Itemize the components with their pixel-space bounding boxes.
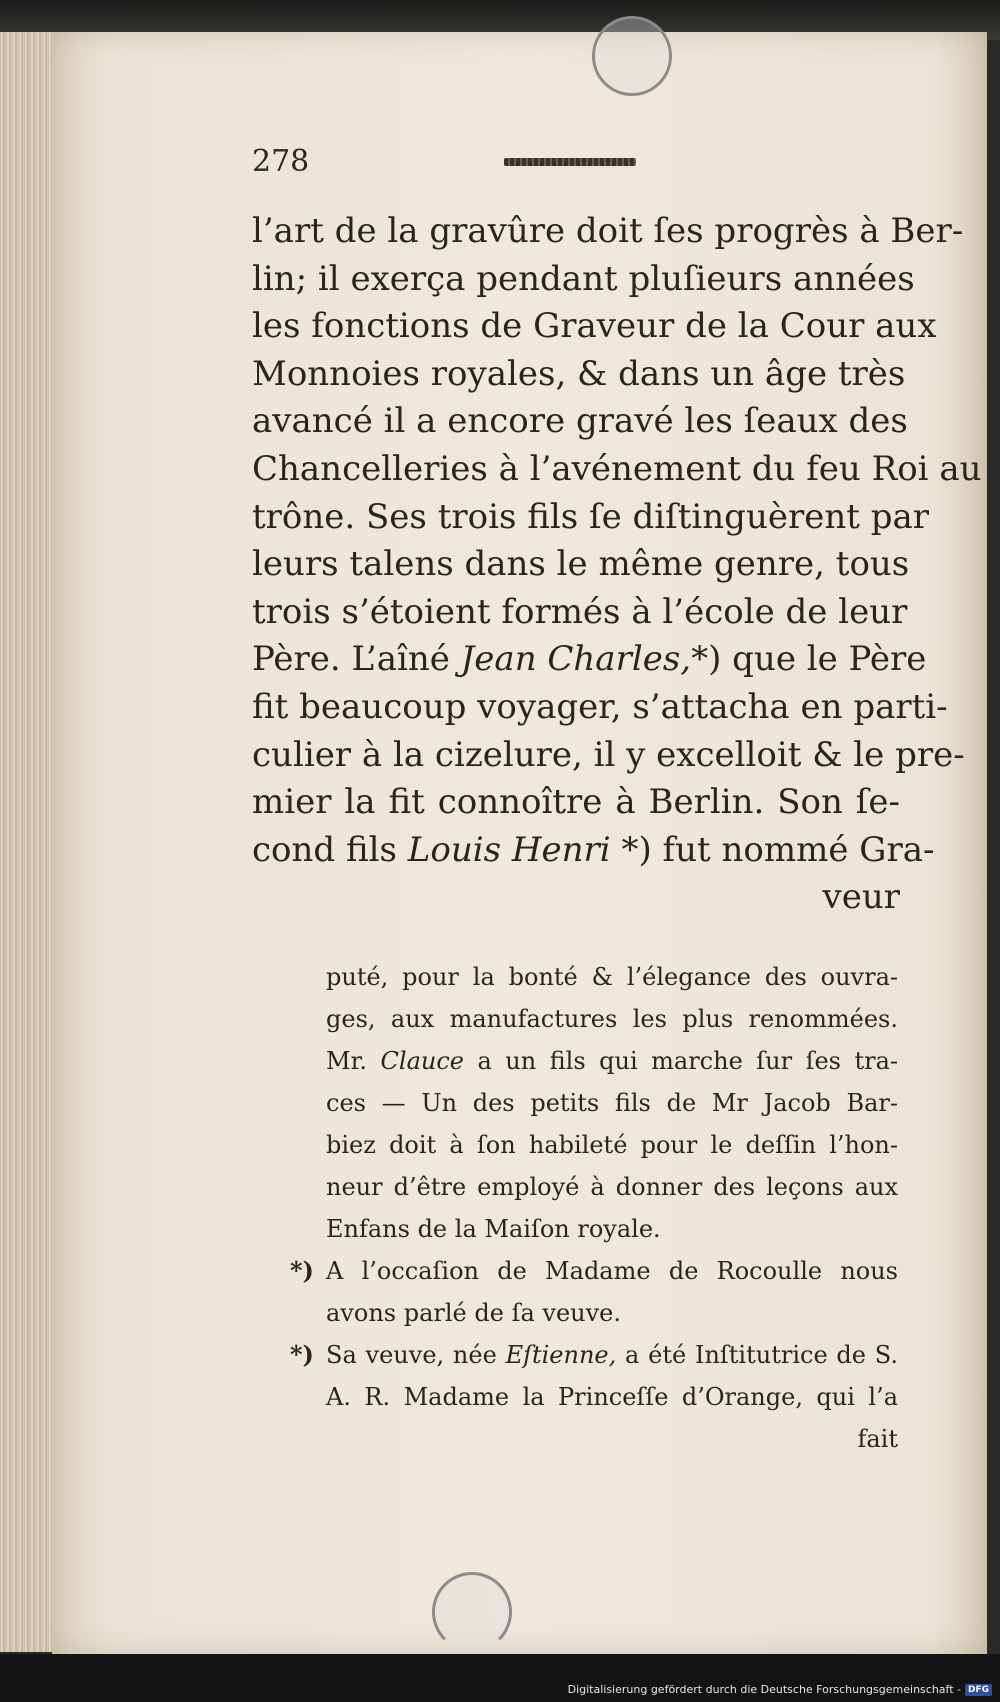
scan-bottom-border (0, 1654, 1000, 1702)
text-run: a été Inſtitutrice de S. (616, 1341, 898, 1369)
text-line: fit beaucoup voyager, s’attacha en parti- (252, 686, 948, 727)
text-line: lin; il exerça pendant pluſieurs années (252, 258, 915, 299)
footnote-line: neur d’être employé à donner des leçons aux (326, 1173, 898, 1201)
italic-name: Louis Henri (407, 829, 611, 870)
footnote-line (290, 1334, 898, 1376)
footnote-line: puté, pour la bonté & l’élegance des ouvra- (326, 963, 898, 991)
dfg-logo: DFG (965, 1684, 992, 1696)
catchword: veur (822, 877, 900, 918)
text-run: Mr. (326, 1047, 381, 1075)
italic-name: Jean Charles, (460, 639, 692, 680)
text-line: les fonctions de Graveur de la Cour aux (252, 306, 937, 347)
main-text (252, 208, 982, 922)
running-head (252, 144, 642, 184)
text-line (252, 636, 927, 684)
digitization-credit (568, 1683, 992, 1696)
footnote-marker: *) (290, 1340, 314, 1369)
footnote-line: ges, aux manufactures les plus renommées. (326, 1005, 898, 1033)
text-run: a un fils qui marche ſur ſes tra- (463, 1047, 898, 1075)
page-number: 278 (252, 144, 310, 179)
footnote-line: A. R. Madame la Princeſſe d’Orange, qui l’a (326, 1383, 898, 1411)
ornament-rule (504, 158, 636, 166)
top-clip (592, 16, 672, 96)
catchword: fait (857, 1425, 898, 1453)
footnote-line: avons parlé de ſa veuve. (326, 1299, 621, 1327)
footnote-line (290, 1250, 898, 1292)
text-run: Père. L’aîné (252, 639, 461, 680)
text-line: Chancelleries à l’avénement du feu Roi au (252, 448, 982, 489)
text-line (252, 827, 935, 875)
text-line: l’art de la gravûre doit ſes progrès à Ber- (252, 211, 964, 251)
text-run: Sa veuve, née (326, 1341, 506, 1369)
italic-name: Clauce (380, 1047, 464, 1075)
footnote-line: Enfans de la Maiſon royale. (326, 1215, 661, 1243)
text-run: A l’occaſion de Madame de Rocoulle nous (326, 1257, 898, 1285)
text-run: cond fils (252, 829, 408, 870)
bottom-clip (432, 1572, 512, 1652)
text-run: *) fut nommé Gra- (610, 829, 935, 870)
text-line: Monnoies royales, & dans un âge très (252, 353, 906, 394)
text-line: trône. Ses trois fils ſe diſtinguèrent par (252, 496, 929, 537)
footnote-marker: *) (290, 1256, 314, 1285)
text-line: leurs talens dans le même genre, tous (252, 544, 910, 585)
credit-text: Digitalisierung gefördert durch die Deutsche Forschungsgemeinschaft - (567, 1683, 961, 1696)
footnote-line: biez doit à ſon habileté pour le deſſin l’hon- (326, 1131, 898, 1159)
text-line: avancé il a encore gravé les ſeaux des (252, 401, 908, 442)
footnotes (290, 956, 898, 1460)
text-line: trois s’étoient formés à l’école de leur (252, 591, 908, 632)
text-line: culier à la cizelure, il y excelloit & le pre- (252, 734, 965, 775)
footnote-line: ces — Un des petits fils de Mr Jacob Bar- (326, 1089, 898, 1117)
text-line: mier la fit connoître à Berlin. Son ſe- (252, 782, 900, 823)
footnote-line (290, 1040, 898, 1082)
italic-name: Eſtienne, (505, 1341, 617, 1369)
text-run: *) que le Père (691, 639, 927, 680)
